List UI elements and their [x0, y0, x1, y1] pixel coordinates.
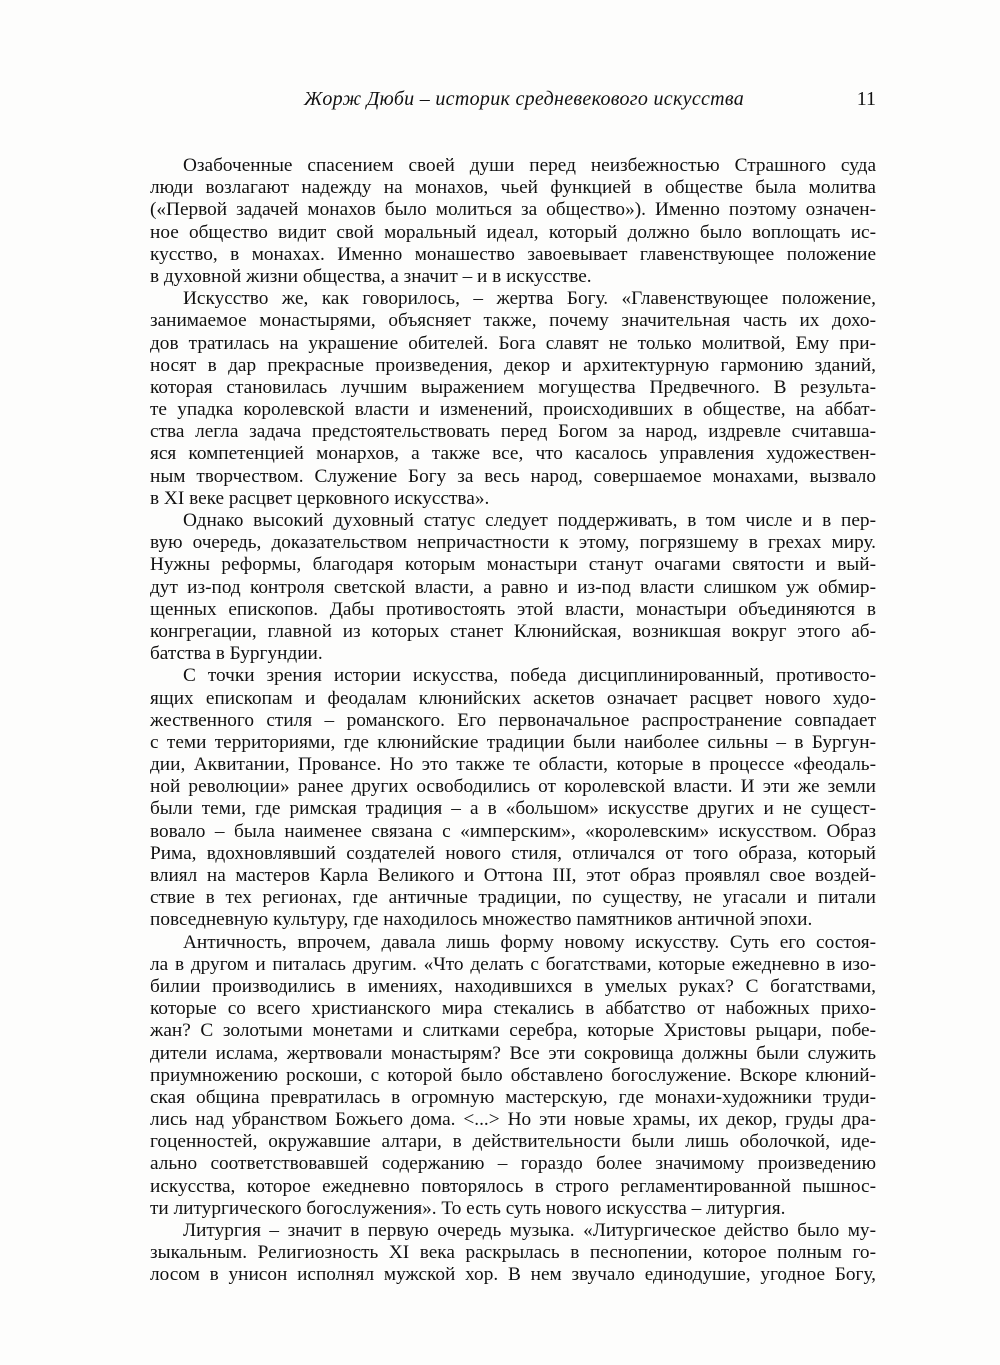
text-line: конгрегации, главной из которых станет Клюнийская, возникшая вокруг этого аб-: [150, 620, 876, 642]
text-line: с теми территориями, где клюнийские традиции были наиболее сильны – в Бургун-: [150, 731, 876, 753]
paragraph: [150, 510, 876, 665]
paragraph: [150, 288, 876, 510]
text-line: ствие в тех регионах, где античные традиции, по существу, не угасали и питали: [150, 887, 876, 909]
text-line: ально соответствовавшей содержанию – гораздо более значимому произведению: [150, 1153, 876, 1175]
text-line: яся компетенцией монархов, а также все, что касалось управления художествен-: [150, 443, 876, 465]
running-head: [150, 88, 876, 118]
text-line: занимаемое монастырями, объясняет также, почему значительная часть их дохо-: [150, 310, 876, 332]
text-line: батства в Бургундии.: [150, 643, 323, 665]
text-line: щенных епископов. Дабы противостоять этой власти, монастыри объединяются в: [150, 598, 876, 620]
text-line: лись над убранством Божьего дома. <...> Но эти новые храмы, их декор, груды дра-: [150, 1109, 876, 1131]
page-number: 11: [856, 88, 876, 110]
text-line: лосом в унисон исполнял мужской хор. В нем звучало единодушие, угодное Богу,: [150, 1264, 876, 1286]
text-line: которые со всего христианского мира стекались в аббатство от набожных прихо-: [150, 998, 876, 1020]
text-line: были теми, где римская традиция – а в «большом» искусстве других и не сущест-: [150, 798, 876, 820]
text-line: жественного стиля – романского. Его первоначальное распространение совпадает: [150, 709, 876, 731]
text-line: жан? С золотыми монетами и слитками серебра, которые Христовы рыцари, побе-: [150, 1020, 876, 1042]
text-line: повседневную культуру, где находилось множество памятников античной эпохи.: [150, 909, 813, 931]
paragraph: [150, 155, 876, 288]
text-line: вую очередь, доказательством непричастности к этому, погрязшему в грехах миру.: [150, 532, 876, 554]
text-line: билии производились в имениях, находившихся в умелых руках? С богатствами,: [150, 975, 876, 997]
text-line: влиял на мастеров Карла Великого и Оттона III, этот образ проявлял свое воздей-: [150, 865, 876, 886]
text-line: Озабоченные спасением своей души перед неизбежностью Страшного суда: [183, 155, 876, 176]
paragraph: [150, 932, 876, 1220]
text-line: носят в дар прекрасные произведения, декор и архитектурную гармонию зданий,: [150, 354, 876, 376]
text-line: ства легла задача предстоятельствовать перед Богом за народ, издревле считавша-: [150, 421, 876, 443]
running-title: Жорж Дюби – историк средневекового искусства: [304, 88, 745, 110]
text-line: Рима, вдохновлявший создателей нового стиля, отличался от того образа, который: [150, 842, 876, 864]
text-line: ное общество видит свой моральный идеал, который должно было воплощать ис-: [150, 221, 876, 243]
paragraph: [150, 665, 876, 931]
text-line: Нужны реформы, благодаря которым монастыри станут очагами святости и вый-: [150, 554, 876, 576]
text-line: гоценностей, окружавшие алтари, в действительности были лишь оболочкой, иде-: [150, 1131, 876, 1153]
text-line: кусство, в монахах. Именно монашество завоевывает главенствующее положение: [150, 243, 876, 265]
text-line: ной революции» ранее других освободились от королевской власти. И эти же земли: [150, 776, 876, 798]
text-line: Однако высокий духовный статус следует поддерживать, в том числе и в пер-: [183, 510, 876, 531]
text-line: те упадка королевской власти и изменений, происходивших в обществе, на аббат-: [150, 399, 876, 421]
body-text: [150, 155, 876, 1287]
text-line: дов тратилась на украшение обителей. Бога славят не только молитвой, Ему при-: [150, 332, 876, 354]
text-line: Литургия – значит в первую очередь музыка. «Литургическое действо было му-: [183, 1220, 876, 1241]
text-line: приумножению роскоши, с которой было обставлено богослужение. Вскоре клюний-: [150, 1064, 876, 1086]
text-line: зыкальным. Религиозность XI века раскрылась в песнопении, которое полным го-: [150, 1242, 876, 1264]
text-line: дители ислама, жертвовали монастырям? Все эти сокровища должны были служить: [150, 1042, 876, 1064]
text-line: в XI веке расцвет церковного искусства».: [150, 487, 490, 509]
text-line: дии, Аквитании, Провансе. Но это также те области, которые в процессе «феодаль-: [150, 754, 876, 776]
text-line: Античность, впрочем, давала лишь форму новому искусству. Суть его состоя-: [183, 931, 876, 953]
text-line: («Первой задачей монахов было молиться за общество»). Именно поэтому означен-: [150, 199, 876, 221]
text-line: ская община превратилась в огромную мастерскую, где монахи-художники труди-: [150, 1086, 876, 1108]
text-line: вовало – была наименее связана с «имперским», «королевским» искусством. Образ: [150, 820, 876, 842]
paragraph: [150, 1220, 876, 1287]
text-line: которая становилась лучшим выражением могущества Предвечного. В результа-: [150, 376, 876, 398]
text-line: в духовной жизни общества, а значит – и в искусстве.: [150, 265, 592, 287]
text-line: ла в другом и питалась другим. «Что делать с богатствами, которые ежедневно в изо-: [150, 953, 876, 975]
text-line: Искусство же, как говорилось, – жертва Богу. «Главенствующее положение,: [183, 288, 876, 310]
text-line: люди возлагают надежду на монахов, чьей функцией в обществе была молитва: [150, 177, 876, 199]
text-line: ящих епископам и феодалам клюнийских аскетов означает расцвет нового худо-: [150, 687, 876, 709]
text-line: С точки зрения истории искусства, победа дисциплинированный, противосто-: [183, 665, 876, 687]
text-line: дут из-под контроля светской власти, а равно и из-под власти слишком уж обмир-: [150, 576, 876, 598]
text-line: искусства, которое ежедневно повторялось в строго регламентированной пышнос-: [150, 1175, 876, 1197]
text-line: ти литургического богослужения». То есть суть нового искусства – литургия.: [150, 1197, 786, 1219]
text-line: ным творчеством. Служение Богу за весь народ, совершаемое монахами, вызвало: [150, 465, 876, 487]
